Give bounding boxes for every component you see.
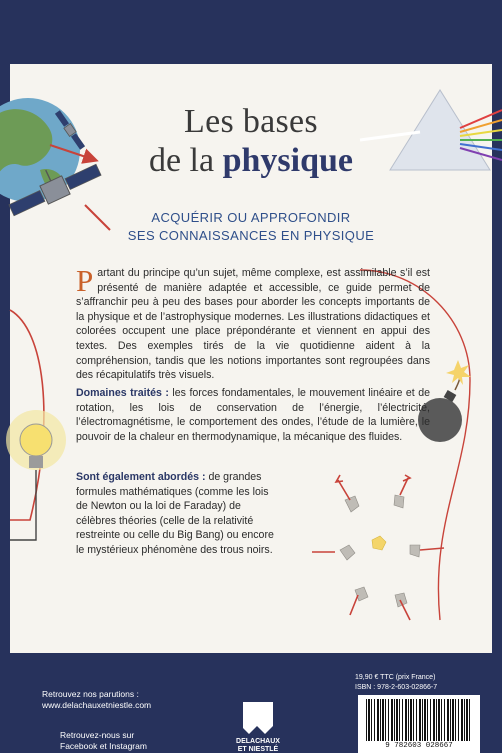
barcode: [358, 695, 480, 753]
book-title-prefix: de la: [148, 142, 223, 179]
intro-text: artant du principe qu’un sujet, même complexe, est assimilable s’il est présenté de manière adaptée et accessible, ce guide permet de s’affranchir peu à peu des bases pour aborder les concepts importants de la physique et de l’astrophysique modernes. Les illustrations didactiques et colorées occupent une place prépondérante et viennent en appui des textes. Des exemples tirés de la vie quotidienne aident à la compréhension, tandis que les notions importantes sont regroupées dans des récapitulatifs très visuels.: [76, 267, 430, 382]
social-info: [60, 730, 147, 752]
intro-paragraph: [76, 263, 430, 383]
domains-paragraph: [76, 386, 430, 444]
price-info: [355, 673, 437, 693]
price-text: 19,90 € TTC (prix France): [355, 674, 436, 681]
social-networks: Facebook et Instagram: [60, 741, 147, 751]
subtitle-line2: SES CONNAISSANCES EN PHYSIQUE: [127, 228, 375, 243]
drop-cap: P: [76, 263, 94, 298]
website-url: www.delachauxetniestle.com: [42, 700, 152, 710]
publisher-logo-icon: [241, 700, 275, 736]
website-label: Retrouvez nos parutions :: [42, 689, 139, 699]
also-covered-text: de grandes formules mathématiques (comme les lois de Newton ou la loi de Faraday) de célèbres théories (celle de la relativité restreinte ou celle du Big Bang) ou encore le mystérieux phénomène des trous noirs.: [76, 471, 274, 556]
book-title-line2: [0, 142, 502, 180]
social-label: Retrouvez-nous sur: [60, 730, 135, 740]
barcode-number: 9 782603 028667: [385, 742, 453, 750]
domains-label: Domaines traités :: [76, 387, 169, 399]
publisher-line1: DELACHAUX: [236, 738, 280, 745]
barcode-bars: [366, 699, 472, 741]
website-info: [42, 689, 151, 711]
publisher-line2: ET NIESTLÉ: [237, 746, 279, 753]
subtitle-line1: ACQUÉRIR OU APPROFONDIR: [151, 210, 351, 225]
explosion-fragments-icon: [340, 495, 420, 607]
book-title-line1: Les bases: [184, 103, 318, 140]
also-covered-paragraph: [76, 470, 276, 558]
domains-text: les forces fondamentales, le mouvement linéaire et de rotation, les lois de conservation de l’énergie, l’électricité, l’électromagnétisme, le comportement des ondes, l’étude de la lumière, le pouvoir de la chaleur en thermodynamique, la mécanique des fluides.: [76, 387, 431, 443]
isbn-text: ISBN : 978-2-603-02866-7: [355, 684, 438, 691]
also-covered-label: Sont également abordés :: [76, 471, 206, 483]
book-title-emphasis: physique: [222, 142, 354, 179]
publisher-name: [228, 738, 288, 753]
